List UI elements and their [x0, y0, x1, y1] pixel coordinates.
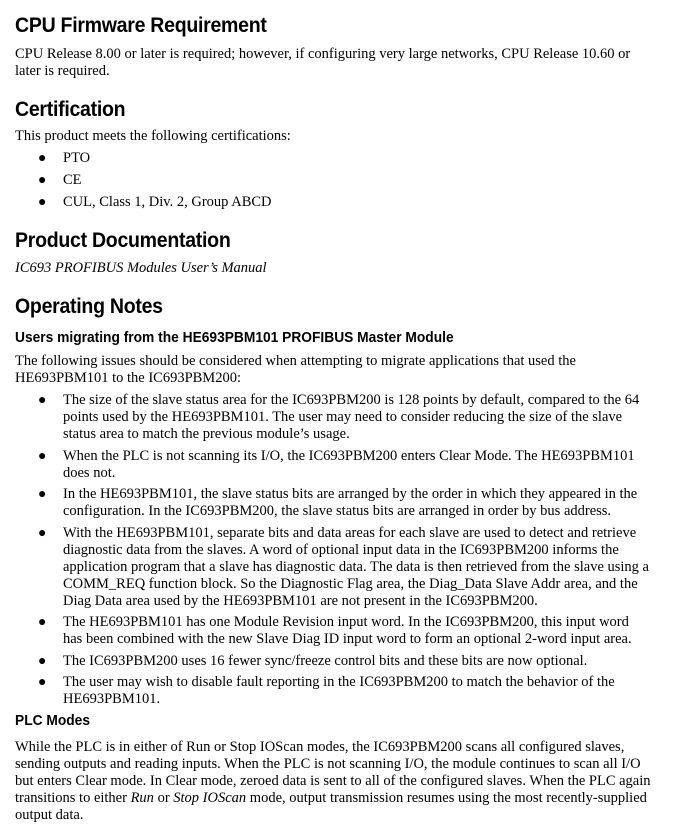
bullet-icon: ● — [38, 448, 47, 464]
list-item: ● CUL, Class 1, Div. 2, Group ABCD — [38, 194, 272, 210]
list-item: ● When the PLC is not scanning its I/O, the IC693PBM200 enters Clear Mode. The HE693PBM101 does not. — [38, 447, 635, 481]
bullet-icon: ● — [38, 393, 47, 408]
firmware-text: CPU Release 8.00 or later is required; however, if configuring very large networks, CPU Release 10.60 or later is required. — [15, 46, 631, 79]
bullet-icon: ● — [38, 151, 47, 166]
plc-modes-text: While the PLC is in either of Run or Stop IOScan modes, the IC693PBM200 scans all configured slaves, sending outputs and reading inputs. When the PLC is not scanning I/O, the module continues to scan all I/O but enters Clear mode. In Clear mode, zeroed data is sent to all of the configured slaves. When the PLC again transitions to either Run or Stop IOScan mode, output transmission resumes using the most recently-supplied output data. — [15, 739, 651, 823]
operating-notes-list — [38, 392, 650, 713]
bullet-icon: ● — [38, 173, 47, 188]
list-item: ● The HE693PBM101 has one Module Revision input word. In the IC693PBM200, this input word has been combined with the new Slave Diag ID input word to form an optional 2-word input area. — [38, 614, 632, 647]
bullet-icon: ● — [38, 487, 47, 502]
list-item: ● PTO — [38, 150, 91, 166]
list-item: ● The IC693PBM200 uses 16 fewer sync/freeze control bits and these bits are now optional. — [38, 652, 588, 669]
list-item: ● With the HE693PBM101, separate bits and data areas for each slave are used to detect and retrieve diagnostic data from the slaves. A word of optional input data in the IC693PBM200 informs the application program that a slave has diagnostic data. The data is then retrieved from the slave using a COMM_REQ function block. So the Diagnostic Flag area, the Diag_Data Slave Addr area, and the Diag Data area used by the HE693PBM101 are not present in the IC693PBM200. — [38, 524, 649, 609]
bullet-icon: ● — [38, 653, 47, 669]
plc-modes-heading: PLC Modes — [15, 713, 91, 729]
migration-intro: The following issues should be considered when attempting to migrate applications that used the HE693PBM101 to the IC693PBM200: — [15, 353, 576, 386]
documentation-heading: Product Documentation — [15, 229, 231, 252]
certification-heading: Certification — [15, 98, 126, 121]
certification-list — [38, 150, 272, 216]
manual-title: IC693 PROFIBUS Modules User’s Manual — [15, 260, 267, 276]
bullet-icon: ● — [38, 675, 47, 690]
list-item: ● CE — [38, 172, 82, 188]
certification-intro: This product meets the following certifications: — [15, 128, 291, 144]
migration-subheading: Users migrating from the HE693PBM101 PROFIBUS Master Module — [15, 330, 454, 346]
list-item: ● The size of the slave status area for the IC693PBM200 is 128 points by default, compared to the 64 points used by the HE693PBM101. The user may need to consider reducing the size of the slave status area to match the previous module’s usage. — [38, 392, 640, 442]
bullet-icon: ● — [38, 525, 47, 541]
operating-notes-heading: Operating Notes — [15, 295, 163, 318]
bullet-icon: ● — [38, 615, 47, 630]
list-item: ● In the HE693PBM101, the slave status bits are arranged by the order in which they appeared in the configuration. In the IC693PBM200, the slave status bits are arranged in order by bus address. — [38, 486, 638, 519]
firmware-heading: CPU Firmware Requirement — [15, 14, 267, 37]
list-item: ● The user may wish to disable fault reporting in the IC693PBM200 to match the behavior of the HE693PBM101. — [38, 674, 615, 707]
bullet-icon: ● — [38, 195, 47, 210]
